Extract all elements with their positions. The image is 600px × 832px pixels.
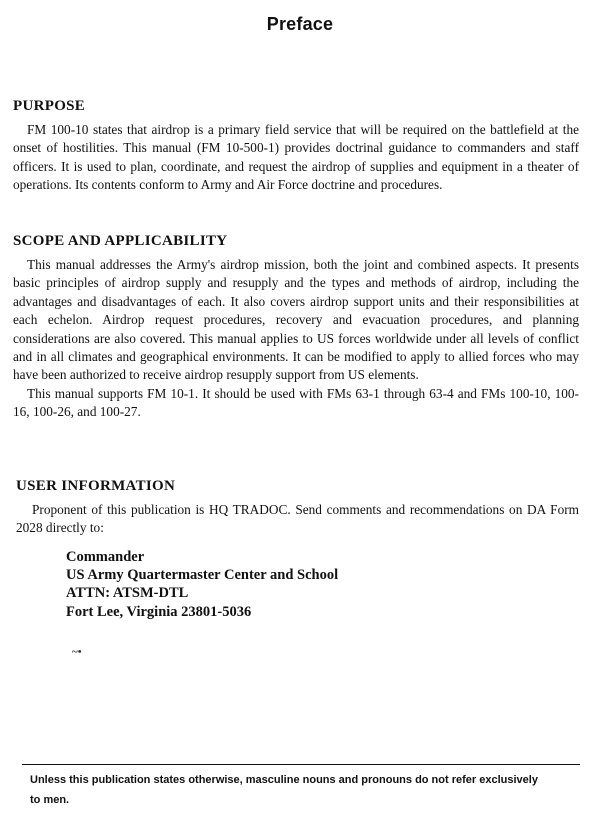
address-line-school: US Army Quartermaster Center and School xyxy=(66,567,339,584)
scope-heading: SCOPE AND APPLICABILITY xyxy=(13,233,228,249)
mailing-address xyxy=(66,548,338,621)
purpose-heading: PURPOSE xyxy=(13,98,86,114)
stray-scan-mark: ~• xyxy=(72,646,82,658)
scope-paragraph-2: This manual supports FM 10-1. It should be used with FMs 63-1 through 63-4 and FMs 100-10, 100-16, 100-26, and 100-27. xyxy=(13,385,579,420)
address-line-city: Fort Lee, Virginia 23801-5036 xyxy=(66,603,252,620)
address-line-commander: Commander xyxy=(66,549,145,565)
user-information-heading: USER INFORMATION xyxy=(16,478,176,494)
user-information-section xyxy=(16,478,579,538)
user-information-paragraph: Proponent of this publication is HQ TRADOC. Send comments and recommendations on DA Form 2028 directly to: xyxy=(16,502,579,536)
footnote: Unless this publication states otherwise, masculine nouns and pronouns do not refer exclusively to men. xyxy=(30,774,538,806)
purpose-section xyxy=(13,98,579,195)
page-title: Preface xyxy=(266,14,334,34)
scope-section xyxy=(13,233,579,422)
address-line-attn: ATTN: ATSM-DTL xyxy=(66,585,189,602)
scope-paragraph-1: This manual addresses the Army's airdrop mission, both the joint and combined aspects. It presents basic principles of airdrop supply and resupply and the types and methods of airdrop, including the advantages and disadvantages of each. It also covers airdrop support units and their responsibilities at each echelon. Airdrop request procedures, recovery and evacuation procedures, and planning considerations are also covered. This manual applies to US forces worldwide under all levels of conflict and in all climates and geographical environments. It can be modified to apply to allied forces who may have been authorized to receive airdrop resupply support from US elements. xyxy=(13,257,579,383)
footnote-divider xyxy=(22,764,580,765)
purpose-paragraph: FM 100-10 states that airdrop is a primary field service that will be required on the battlefield at the onset of hostilities. This manual (FM 10-500-1) provides doctrinal guidance to commanders and staff officers. It is used to plan, coordinate, and request the airdrop of supplies and equipment in a theater of operations. Its contents conform to Army and Air Force doctrine and procedures. xyxy=(13,122,579,193)
